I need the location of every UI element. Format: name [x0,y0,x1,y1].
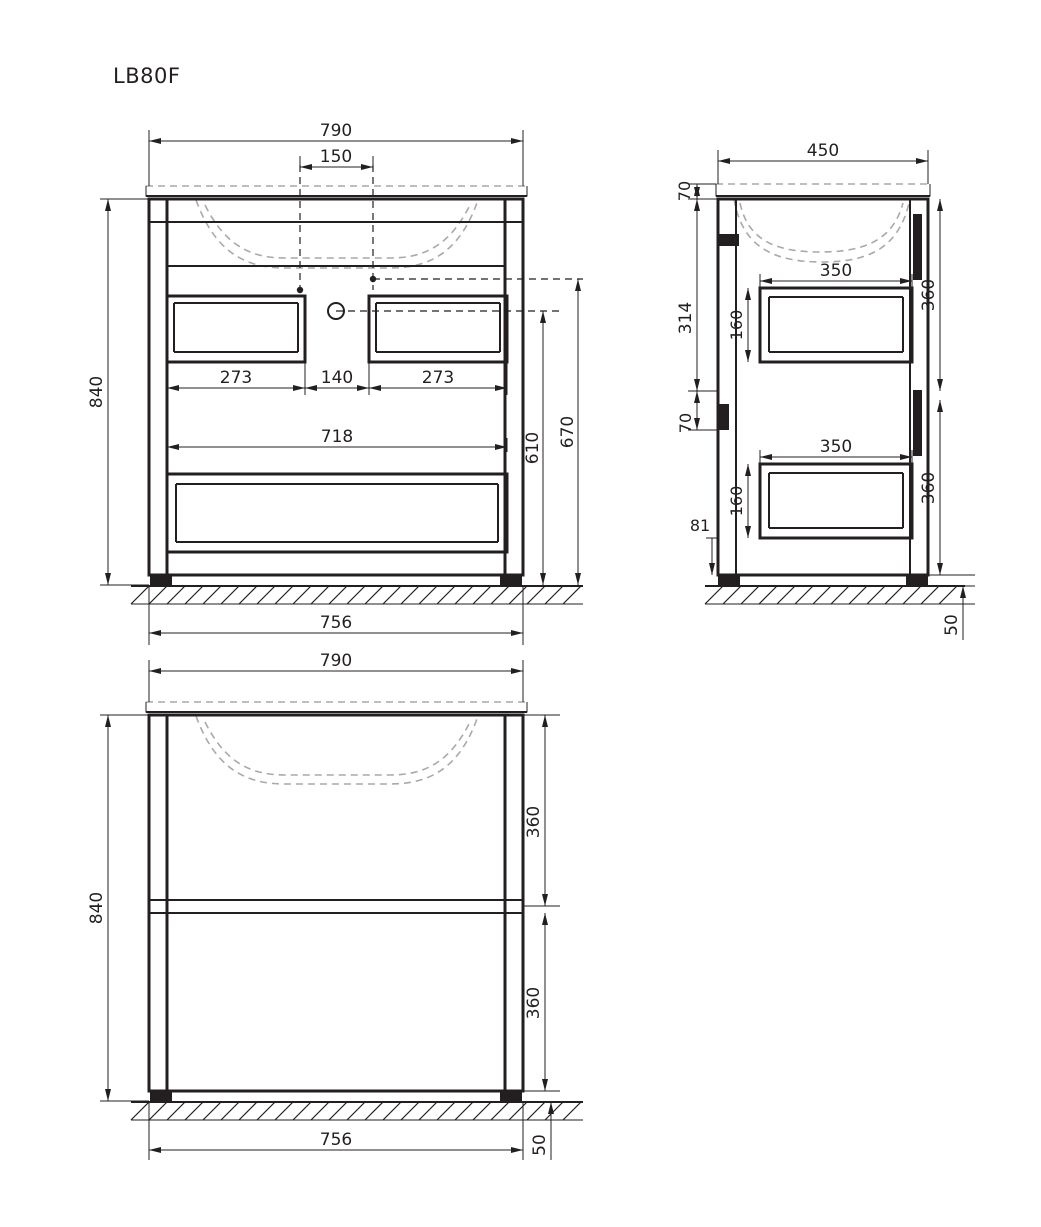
dim-label-360-lower-front-closed: 360 [524,986,544,1020]
dim-label-350-upper: 350 [819,261,853,281]
drawing-title: LB80F [113,64,181,88]
dim-350-lower [760,437,912,457]
dim-label-160-lower: 160 [727,485,746,517]
dim-160-upper [727,288,748,362]
dim-label-150: 150 [319,147,353,167]
dim-label-314: 314 [676,301,696,335]
dim-label-140: 140 [320,368,354,388]
dim-label-360-upper-front-closed: 360 [524,805,544,839]
dim-label-70-top: 70 [675,180,694,202]
dim-label-350-lower: 350 [819,437,853,457]
dim-840-front-closed [87,715,108,1101]
dim-label-50-side: 50 [942,614,962,636]
dim-label-160-upper: 160 [727,309,746,341]
cabinet-carcass-front-closed [149,715,523,1101]
dim-450 [718,141,928,161]
drawer-runner-marks [719,214,922,456]
dim-label-81: 81 [689,516,711,535]
drawer-upper-right [369,296,507,362]
dim-360-lower-front-closed [524,913,545,1091]
drawer-lower-side [760,464,912,538]
dim-81 [690,516,712,575]
dim-label-756-front-open: 756 [319,613,353,633]
dim-790-front [149,121,523,141]
dim-70-top [675,181,697,201]
ground-hatching-side [705,586,965,604]
dim-label-610: 610 [523,431,543,465]
drawer-upper-left [167,296,305,362]
dim-label-790-front: 790 [319,121,353,141]
dim-row-273-140-273 [167,368,507,388]
dim-314 [676,199,697,391]
dim-label-50-front-closed: 50 [530,1134,550,1156]
cabinet-carcass-front-open [149,199,523,585]
dim-label-790-front-closed: 790 [319,651,353,671]
ground-hatching-front-closed [131,1102,583,1120]
dim-label-840-front-closed: 840 [87,891,107,925]
dim-610 [523,311,543,585]
view-front-closed [87,651,583,1160]
dim-350-upper [760,261,912,281]
dim-150-front [300,147,373,167]
dim-label-450: 450 [806,141,840,161]
extension-lines-front-closed [100,660,560,1160]
dim-756-front-closed [149,1130,523,1150]
view-front-open [87,121,583,645]
dim-70-middle [676,391,697,433]
dim-label-273-right: 273 [421,368,455,388]
dim-label-360-lower-side: 360 [919,471,939,505]
dim-360-upper-front-closed [524,715,545,906]
dim-756-front-open [149,613,523,633]
dim-50-front-closed [530,1102,551,1160]
dim-label-670: 670 [558,415,578,449]
ground-hatching-front-open [131,586,583,604]
drawer-upper-side [760,288,912,362]
extension-lines-side [688,150,975,604]
dim-label-840-front-open: 840 [87,375,107,409]
dim-label-718: 718 [320,427,354,447]
dim-label-756-front-closed: 756 [319,1130,353,1150]
dim-label-273-left: 273 [219,368,253,388]
view-side-section [675,141,975,640]
dim-160-lower [727,464,748,538]
dim-50-side [942,586,963,640]
dim-718 [167,427,507,447]
drawer-lower-front-open [167,474,507,552]
dim-label-360-upper-side: 360 [919,278,939,312]
dim-840-front-open [87,199,108,585]
dim-790-front-closed [149,651,523,671]
dim-label-70-middle: 70 [676,412,695,434]
basin-outline-side [716,184,930,262]
dim-670 [558,279,578,585]
